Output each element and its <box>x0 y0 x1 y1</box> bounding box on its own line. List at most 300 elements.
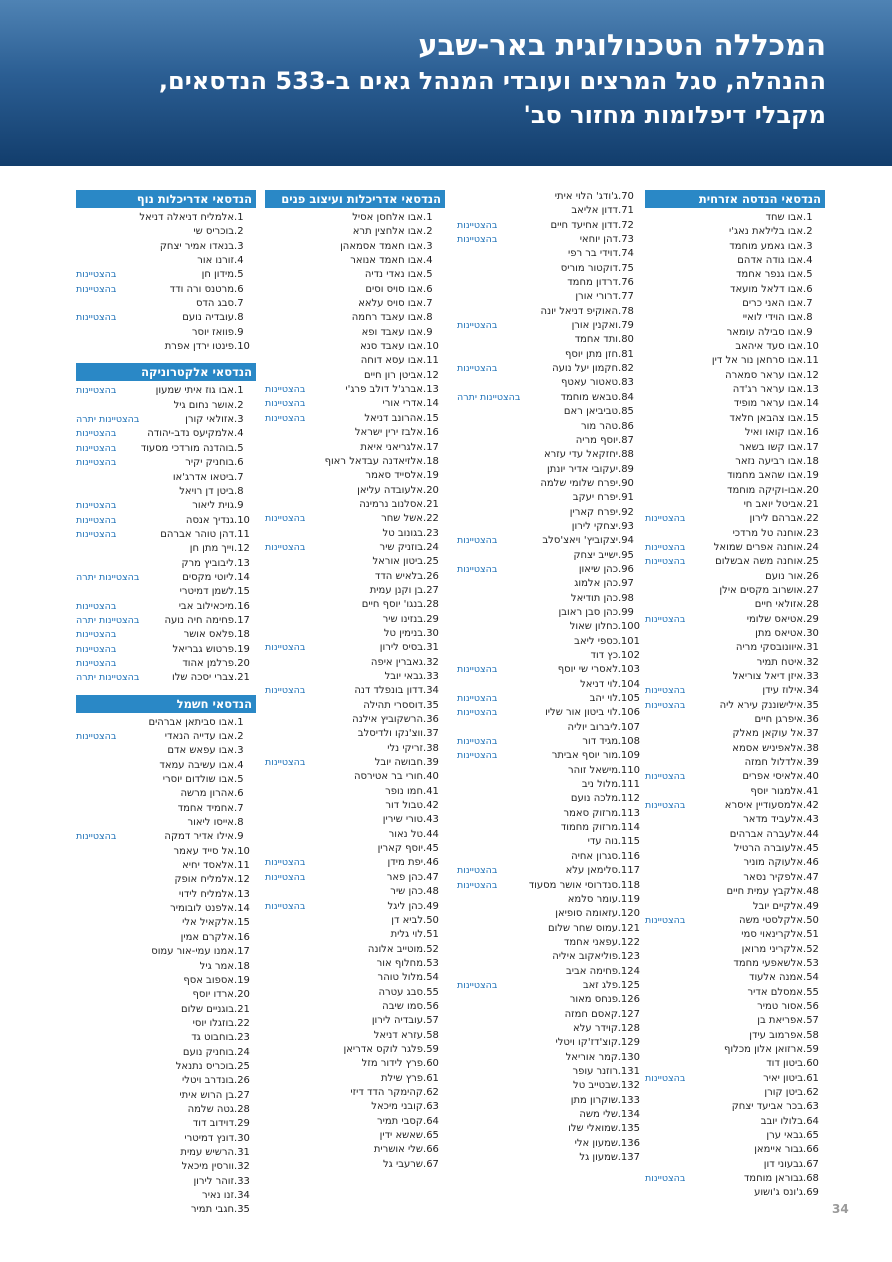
graduate-row <box>265 742 445 756</box>
row-number: 137. <box>617 1152 640 1164</box>
graduate-row <box>645 727 825 741</box>
row-number: 19. <box>234 643 250 655</box>
graduate-name: אוחנה אפרים שמואל <box>713 541 803 553</box>
graduate-name: בנימין טל <box>383 627 423 639</box>
row-number: 135. <box>617 1123 640 1135</box>
graduate-name: אבו האני כרים <box>742 298 803 310</box>
graduate-name: אסלנוב נרמינה <box>359 498 423 510</box>
graduate-row <box>265 828 445 842</box>
graduate-row <box>76 830 256 844</box>
row-number: 88. <box>618 449 634 461</box>
graduate-name: אלעוקה מוניר <box>743 857 803 869</box>
graduate-row <box>457 276 640 290</box>
honors-note: בהצטיינות <box>645 771 686 783</box>
graduate-name: לוי גלית <box>390 929 423 941</box>
row-number: 74. <box>618 248 634 260</box>
column-4 <box>76 190 256 1227</box>
header-title: המכללה הטכנולוגית באר-שבע <box>418 28 826 62</box>
graduate-row <box>457 319 640 333</box>
graduate-row <box>265 943 445 957</box>
honors-note: בהצטיינות <box>457 535 498 547</box>
honors-note: בהצטיינות <box>76 283 117 295</box>
honors-note: בהצטיינות יתרה <box>457 391 521 403</box>
graduate-row <box>76 585 256 599</box>
row-number: 31. <box>423 642 439 654</box>
graduate-name: גבוראן מוחמד <box>743 1173 803 1185</box>
graduate-row <box>76 744 256 758</box>
graduate-row <box>645 484 825 498</box>
graduate-name: עובדיה לירון <box>371 1015 423 1027</box>
graduate-name: סלימאן עלא <box>565 865 618 877</box>
graduate-name: אזולאי קורן <box>185 414 234 426</box>
row-number: 5. <box>234 774 244 786</box>
graduate-row <box>76 902 256 916</box>
graduate-row <box>645 1100 825 1114</box>
graduate-row <box>76 471 256 485</box>
row-number: 134. <box>617 1109 640 1120</box>
row-number: 5. <box>803 269 813 281</box>
graduate-name: דוססרי תהילה <box>363 699 423 711</box>
honors-note: בהצטיינות <box>265 513 306 525</box>
graduate-name: קהימקר הדד דיזי <box>350 1086 423 1098</box>
row-number: 31. <box>803 642 819 654</box>
graduate-name: אילו אדיר דמקה <box>164 831 234 843</box>
graduate-row <box>76 873 256 887</box>
graduate-name: ביטון דוד <box>766 1058 803 1070</box>
row-number: 5. <box>234 442 244 454</box>
graduate-row <box>457 592 640 606</box>
graduate-name: בלולו יובב <box>760 1115 803 1127</box>
graduate-row <box>645 785 825 799</box>
row-number: 82. <box>618 363 634 375</box>
row-number: 48. <box>423 886 439 898</box>
row-number: 4. <box>234 759 244 771</box>
graduate-name: מיכאילוב אבי <box>178 600 234 612</box>
row-number: 65. <box>803 1130 819 1141</box>
graduate-name: אחמיד אחמד <box>177 802 234 814</box>
graduate-name: אייסו ליאור <box>187 817 234 829</box>
honors-note: בהצטיינות <box>76 442 117 454</box>
department-section <box>76 190 256 354</box>
graduate-name: שלי משה <box>579 1109 618 1120</box>
graduate-name: אל עוקאן מאלק <box>732 728 803 740</box>
row-number: 16. <box>234 600 250 612</box>
graduate-row <box>76 311 256 325</box>
graduate-row <box>265 1086 445 1100</box>
graduate-name: אטיאס מתן <box>755 627 803 639</box>
graduate-name: חבושה יובל <box>374 757 423 769</box>
graduate-row <box>645 455 825 469</box>
graduate-name: בוחבוט גד <box>191 1032 234 1044</box>
graduate-name: מוטייב אלונה <box>367 943 423 955</box>
graduate-name: טל נאור <box>388 828 423 840</box>
row-number: 7. <box>423 298 433 310</box>
honors-note: בהצטיינות <box>265 857 306 869</box>
graduate-name: אלקבץ עמית חיים <box>726 886 803 898</box>
row-number: 14. <box>234 571 250 583</box>
graduate-row <box>645 512 825 526</box>
graduate-row <box>76 1189 256 1203</box>
graduate-row <box>457 1022 640 1036</box>
row-number: 44. <box>803 828 819 840</box>
graduate-row <box>265 498 445 512</box>
row-number: 59. <box>423 1043 439 1055</box>
graduate-name: אמנה אלעוד <box>748 972 803 984</box>
graduate-name: גוית ליאור <box>192 500 234 512</box>
row-number: 33. <box>423 671 439 682</box>
graduate-name: פוואז יוסר <box>191 326 234 338</box>
graduate-name: אבו חאמד אסמאהן <box>340 240 423 252</box>
row-number: 92. <box>618 506 634 518</box>
graduate-name: מגיד דור <box>582 736 618 748</box>
row-number: 67. <box>803 1158 819 1170</box>
graduate-name: בסיס לירון <box>379 642 423 654</box>
row-number: 12. <box>234 543 250 555</box>
graduate-name: אלפקיר נסאר <box>743 871 803 883</box>
graduate-row <box>645 1014 825 1028</box>
row-number: 58. <box>423 1029 439 1041</box>
row-number: 44. <box>423 828 439 840</box>
honors-note: בהצטיינות <box>457 320 498 332</box>
row-number: 62. <box>803 1086 819 1098</box>
graduate-name: אוחנה משה אבשלום <box>715 556 803 568</box>
graduate-name: דרדון מחמד <box>567 277 618 289</box>
graduate-name: יוסף קארין <box>377 843 423 855</box>
row-number: 21. <box>423 498 439 510</box>
row-number: 27. <box>234 1089 250 1101</box>
graduate-row <box>645 426 825 440</box>
graduate-name: עומר סלמא <box>567 893 618 905</box>
row-number: 110. <box>617 764 640 776</box>
graduate-name: אבו סעד איהאב <box>735 341 803 353</box>
graduate-name: כהן אלמוג <box>574 578 618 590</box>
department-title: הנדסאי אלקטרוניקה <box>76 363 256 381</box>
row-number: 8. <box>234 485 244 497</box>
row-number: 98. <box>618 592 634 604</box>
honors-note: בהצטיינות <box>265 871 306 883</box>
graduate-name: אבו בלילאת נאג'י <box>729 226 803 238</box>
graduate-row <box>265 613 445 627</box>
row-number: 35. <box>803 699 819 711</box>
graduate-row <box>265 397 445 411</box>
graduate-row <box>645 1172 825 1186</box>
graduate-row <box>76 1060 256 1074</box>
graduate-name: יצקוביץ' ויאצ'סלב <box>542 535 618 547</box>
row-number: 43. <box>803 814 819 826</box>
row-number: 5. <box>234 269 244 281</box>
row-number: 23. <box>803 527 819 539</box>
row-number: 8. <box>803 312 813 324</box>
row-number: 73. <box>618 234 634 246</box>
graduate-row <box>645 799 825 813</box>
honors-note: בהצטיינות <box>265 757 306 769</box>
graduate-name: דדון בונפלד דנה <box>354 685 423 697</box>
honors-note: בהצטיינות <box>76 528 117 540</box>
honors-note: בהצטיינות <box>76 731 117 742</box>
row-number: 30. <box>234 1132 250 1144</box>
graduate-name: אלמליח דניאלה דניאל <box>139 212 234 223</box>
row-number: 8. <box>234 817 244 829</box>
graduate-name: כספי ליאב <box>574 635 618 647</box>
graduate-name: מחלוף אור <box>376 957 423 969</box>
graduate-row <box>265 283 445 297</box>
graduate-name: הרשיש עמית <box>180 1146 234 1158</box>
row-number: 119. <box>617 893 640 905</box>
graduate-row <box>457 376 640 390</box>
graduate-row <box>265 641 445 655</box>
row-number: 22. <box>423 513 439 525</box>
department-title: הנדסאי הנדסה אזרחית <box>645 190 825 208</box>
graduate-name: אלעברה אברהים <box>729 828 803 840</box>
graduate-row <box>457 620 640 634</box>
row-number: 9. <box>234 831 244 843</box>
graduate-name: קוידר עלא <box>573 1022 618 1034</box>
row-number: 14. <box>234 903 250 915</box>
graduate-name: איזן דיאל צוריאל <box>732 671 803 682</box>
honors-note: בהצטיינות <box>457 750 498 762</box>
graduate-row <box>76 1089 256 1103</box>
graduate-name: אבו אלחסן אסיל <box>352 212 423 223</box>
graduate-row <box>645 1143 825 1157</box>
graduate-row <box>457 434 640 448</box>
department-section <box>645 190 825 1201</box>
graduate-name: אמנו עמי-אור עמוס <box>151 946 234 958</box>
graduate-row <box>76 442 256 456</box>
graduate-name: אבו עפאש אדם <box>167 745 234 757</box>
row-number: 32. <box>423 656 439 668</box>
row-number: 41. <box>803 785 819 797</box>
graduate-row <box>645 326 825 340</box>
graduate-name: אלמקיעס נדב-יהודה <box>147 428 234 440</box>
graduate-row <box>645 871 825 885</box>
row-number: 20. <box>234 657 250 669</box>
graduate-row <box>645 770 825 784</box>
graduate-row <box>265 699 445 713</box>
graduate-row <box>457 549 640 563</box>
graduate-name: אטיאס שלומי <box>746 613 803 625</box>
row-number: 2. <box>234 399 244 411</box>
row-number: 48. <box>803 886 819 898</box>
row-number: 27. <box>803 584 819 596</box>
row-number: 13. <box>423 384 439 396</box>
row-number: 4. <box>423 255 433 267</box>
row-number: 111. <box>617 779 640 791</box>
graduate-row <box>645 627 825 641</box>
graduate-name: אספוב אסף <box>183 974 234 986</box>
graduate-row <box>76 297 256 311</box>
honors-note: בהצטיינות <box>76 312 117 324</box>
graduate-name: טורי שירין <box>382 814 423 826</box>
graduate-row <box>265 570 445 584</box>
row-number: 19. <box>423 470 439 482</box>
graduate-name: אהרונב דניאל <box>364 412 423 424</box>
honors-note: בהצטיינות <box>76 514 117 526</box>
graduate-row <box>645 957 825 971</box>
graduate-name: כהן שיר <box>390 886 423 898</box>
graduate-name: ג'ונס ג'ושוע <box>754 1187 803 1199</box>
row-number: 125. <box>617 979 640 991</box>
row-number: 63. <box>803 1101 819 1113</box>
graduate-row <box>457 807 640 821</box>
row-number: 8. <box>423 312 433 324</box>
graduate-row <box>457 491 640 505</box>
graduate-row <box>76 988 256 1002</box>
graduate-name: אלסייד סאמר <box>365 470 423 482</box>
row-number: 10. <box>234 341 250 353</box>
header-subtitle-line1: ההנהלה, סגל המרצים ועובדי המנהל גאים ב-533 הנדסאים, <box>158 67 826 95</box>
graduate-row <box>76 268 256 282</box>
graduate-row <box>76 974 256 988</box>
graduate-name: אפריאת בן <box>757 1015 803 1027</box>
graduate-name: כהן ליגל <box>387 900 423 912</box>
graduate-row <box>645 1072 825 1086</box>
row-number: 131. <box>617 1065 640 1077</box>
graduate-row <box>76 1175 256 1189</box>
row-number: 38. <box>423 742 439 754</box>
graduate-name: פרטוש גבריאל <box>172 643 234 655</box>
graduate-name: כהן פאר <box>386 871 423 883</box>
row-number: 54. <box>803 972 819 984</box>
row-number: 101. <box>617 635 640 647</box>
graduate-row <box>645 713 825 727</box>
graduate-row <box>645 369 825 383</box>
graduate-name: אבו צהבאן חלאד <box>729 412 803 424</box>
graduate-row <box>457 506 640 520</box>
graduate-row <box>457 663 640 677</box>
graduate-name: כהן שיאון <box>578 563 618 575</box>
graduate-name: אושרוב מקסים אילן <box>719 584 803 596</box>
graduate-row <box>76 916 256 930</box>
graduate-row <box>457 907 640 921</box>
graduate-row <box>76 326 256 340</box>
honors-note: בהצטיינות <box>645 800 686 812</box>
graduate-name: אלקרם אמין <box>180 931 234 943</box>
graduate-name: בגונוב טל <box>382 527 423 539</box>
graduate-row <box>76 528 256 542</box>
row-number: 46. <box>803 857 819 869</box>
graduate-name: בלאיש הדד <box>374 570 423 582</box>
graduate-row <box>645 225 825 239</box>
graduate-row <box>76 499 256 513</box>
graduate-name: פלג זאב <box>582 979 618 991</box>
graduate-name: פנחס מאור <box>569 994 618 1006</box>
graduate-name: אהרון מרשה <box>180 788 234 800</box>
graduate-name: איפרגן חיים <box>754 714 803 726</box>
row-number: 30. <box>803 627 819 639</box>
graduate-name: טהר מור <box>580 420 618 432</box>
row-number: 50. <box>803 914 819 926</box>
graduate-row <box>645 900 825 914</box>
graduate-name: ותד אחמד <box>574 334 618 346</box>
graduate-row <box>265 928 445 942</box>
graduate-name: ואקנין אורן <box>571 320 618 332</box>
graduate-name: אבו שולדום יוסרי <box>162 774 234 786</box>
graduate-name: בנגו' יוסף חיים <box>361 599 423 611</box>
graduate-row <box>265 211 445 225</box>
graduate-name: בוזגלו יוסי <box>192 1017 234 1029</box>
graduate-row <box>265 900 445 914</box>
graduate-row <box>457 405 640 419</box>
row-number: 50. <box>423 914 439 926</box>
graduate-row <box>265 584 445 598</box>
row-number: 18. <box>803 455 819 467</box>
graduate-name: בן הרוש איתי <box>179 1089 234 1101</box>
honors-note: בהצטיינות <box>457 865 498 877</box>
row-number: 10. <box>803 341 819 353</box>
graduate-name: דדון אליאב <box>571 205 618 217</box>
graduate-row <box>457 692 640 706</box>
row-number: 29. <box>423 613 439 625</box>
graduate-name: אלמגור יוסף <box>750 785 803 797</box>
row-number: 11. <box>803 355 819 367</box>
graduate-name: ארזואן אלון מכלוף <box>724 1043 803 1055</box>
graduate-name: אור נועם <box>765 570 803 582</box>
row-number: 93. <box>618 520 634 532</box>
row-number: 132. <box>617 1080 640 1092</box>
graduate-name: שוקרון מתן <box>570 1094 618 1106</box>
graduate-name: אלעובדה עליאן <box>357 484 423 496</box>
graduate-row <box>457 721 640 735</box>
row-number: 130. <box>617 1051 640 1063</box>
graduate-row <box>457 262 640 276</box>
graduate-row <box>457 1036 640 1050</box>
graduate-row <box>265 1100 445 1114</box>
row-number: 9. <box>234 326 244 338</box>
row-number: 37. <box>803 728 819 740</box>
graduate-name: גטה שלמה <box>187 1103 234 1115</box>
graduate-name: אלדלול חמזה <box>744 757 803 769</box>
graduate-name: מלול ניב <box>581 779 618 791</box>
graduate-name: זורנו אור <box>197 255 234 267</box>
graduate-row <box>645 598 825 612</box>
honors-note: בהצטיינות <box>76 831 117 843</box>
graduate-name: דונץ דמיטרי <box>184 1132 234 1144</box>
row-number: 39. <box>803 757 819 769</box>
graduate-name: דדון אחיעד חיים <box>550 219 618 231</box>
graduate-name: סבג עטרה <box>378 986 423 998</box>
row-number: 103. <box>617 664 640 676</box>
honors-note: בהצטיינות <box>76 428 117 440</box>
row-number: 3. <box>423 240 433 252</box>
graduate-name: צברי יסכה שלו <box>172 672 234 684</box>
graduate-row <box>76 1003 256 1017</box>
graduate-name: יפרח שלומי שלמה <box>540 477 618 489</box>
graduate-name: פלגר לוקס אדריאן <box>343 1043 423 1055</box>
row-number: 12. <box>803 369 819 381</box>
row-number: 7. <box>234 471 244 483</box>
graduate-row <box>265 713 445 727</box>
graduate-row <box>645 283 825 297</box>
row-number: 2. <box>803 226 813 238</box>
graduate-name: אמר גיל <box>199 960 234 972</box>
graduate-row <box>265 813 445 827</box>
graduate-name: אלזיאדנה עבדאל ראוף <box>324 455 423 467</box>
graduate-row <box>645 742 825 756</box>
graduate-row <box>645 1115 825 1129</box>
row-number: 55. <box>423 986 439 998</box>
graduate-name: מרטנס ורה ודד <box>169 283 234 295</box>
row-number: 53. <box>423 957 439 969</box>
row-number: 13. <box>803 384 819 396</box>
row-number: 17. <box>803 441 819 453</box>
row-number: 77. <box>618 291 634 303</box>
row-number: 52. <box>803 943 819 955</box>
row-number: 79. <box>618 320 634 332</box>
graduate-row <box>645 469 825 483</box>
row-number: 19. <box>803 470 819 482</box>
graduate-name: דוידי בר רפי <box>567 248 618 260</box>
graduate-name: אבו הוידי לואיי <box>742 312 803 324</box>
